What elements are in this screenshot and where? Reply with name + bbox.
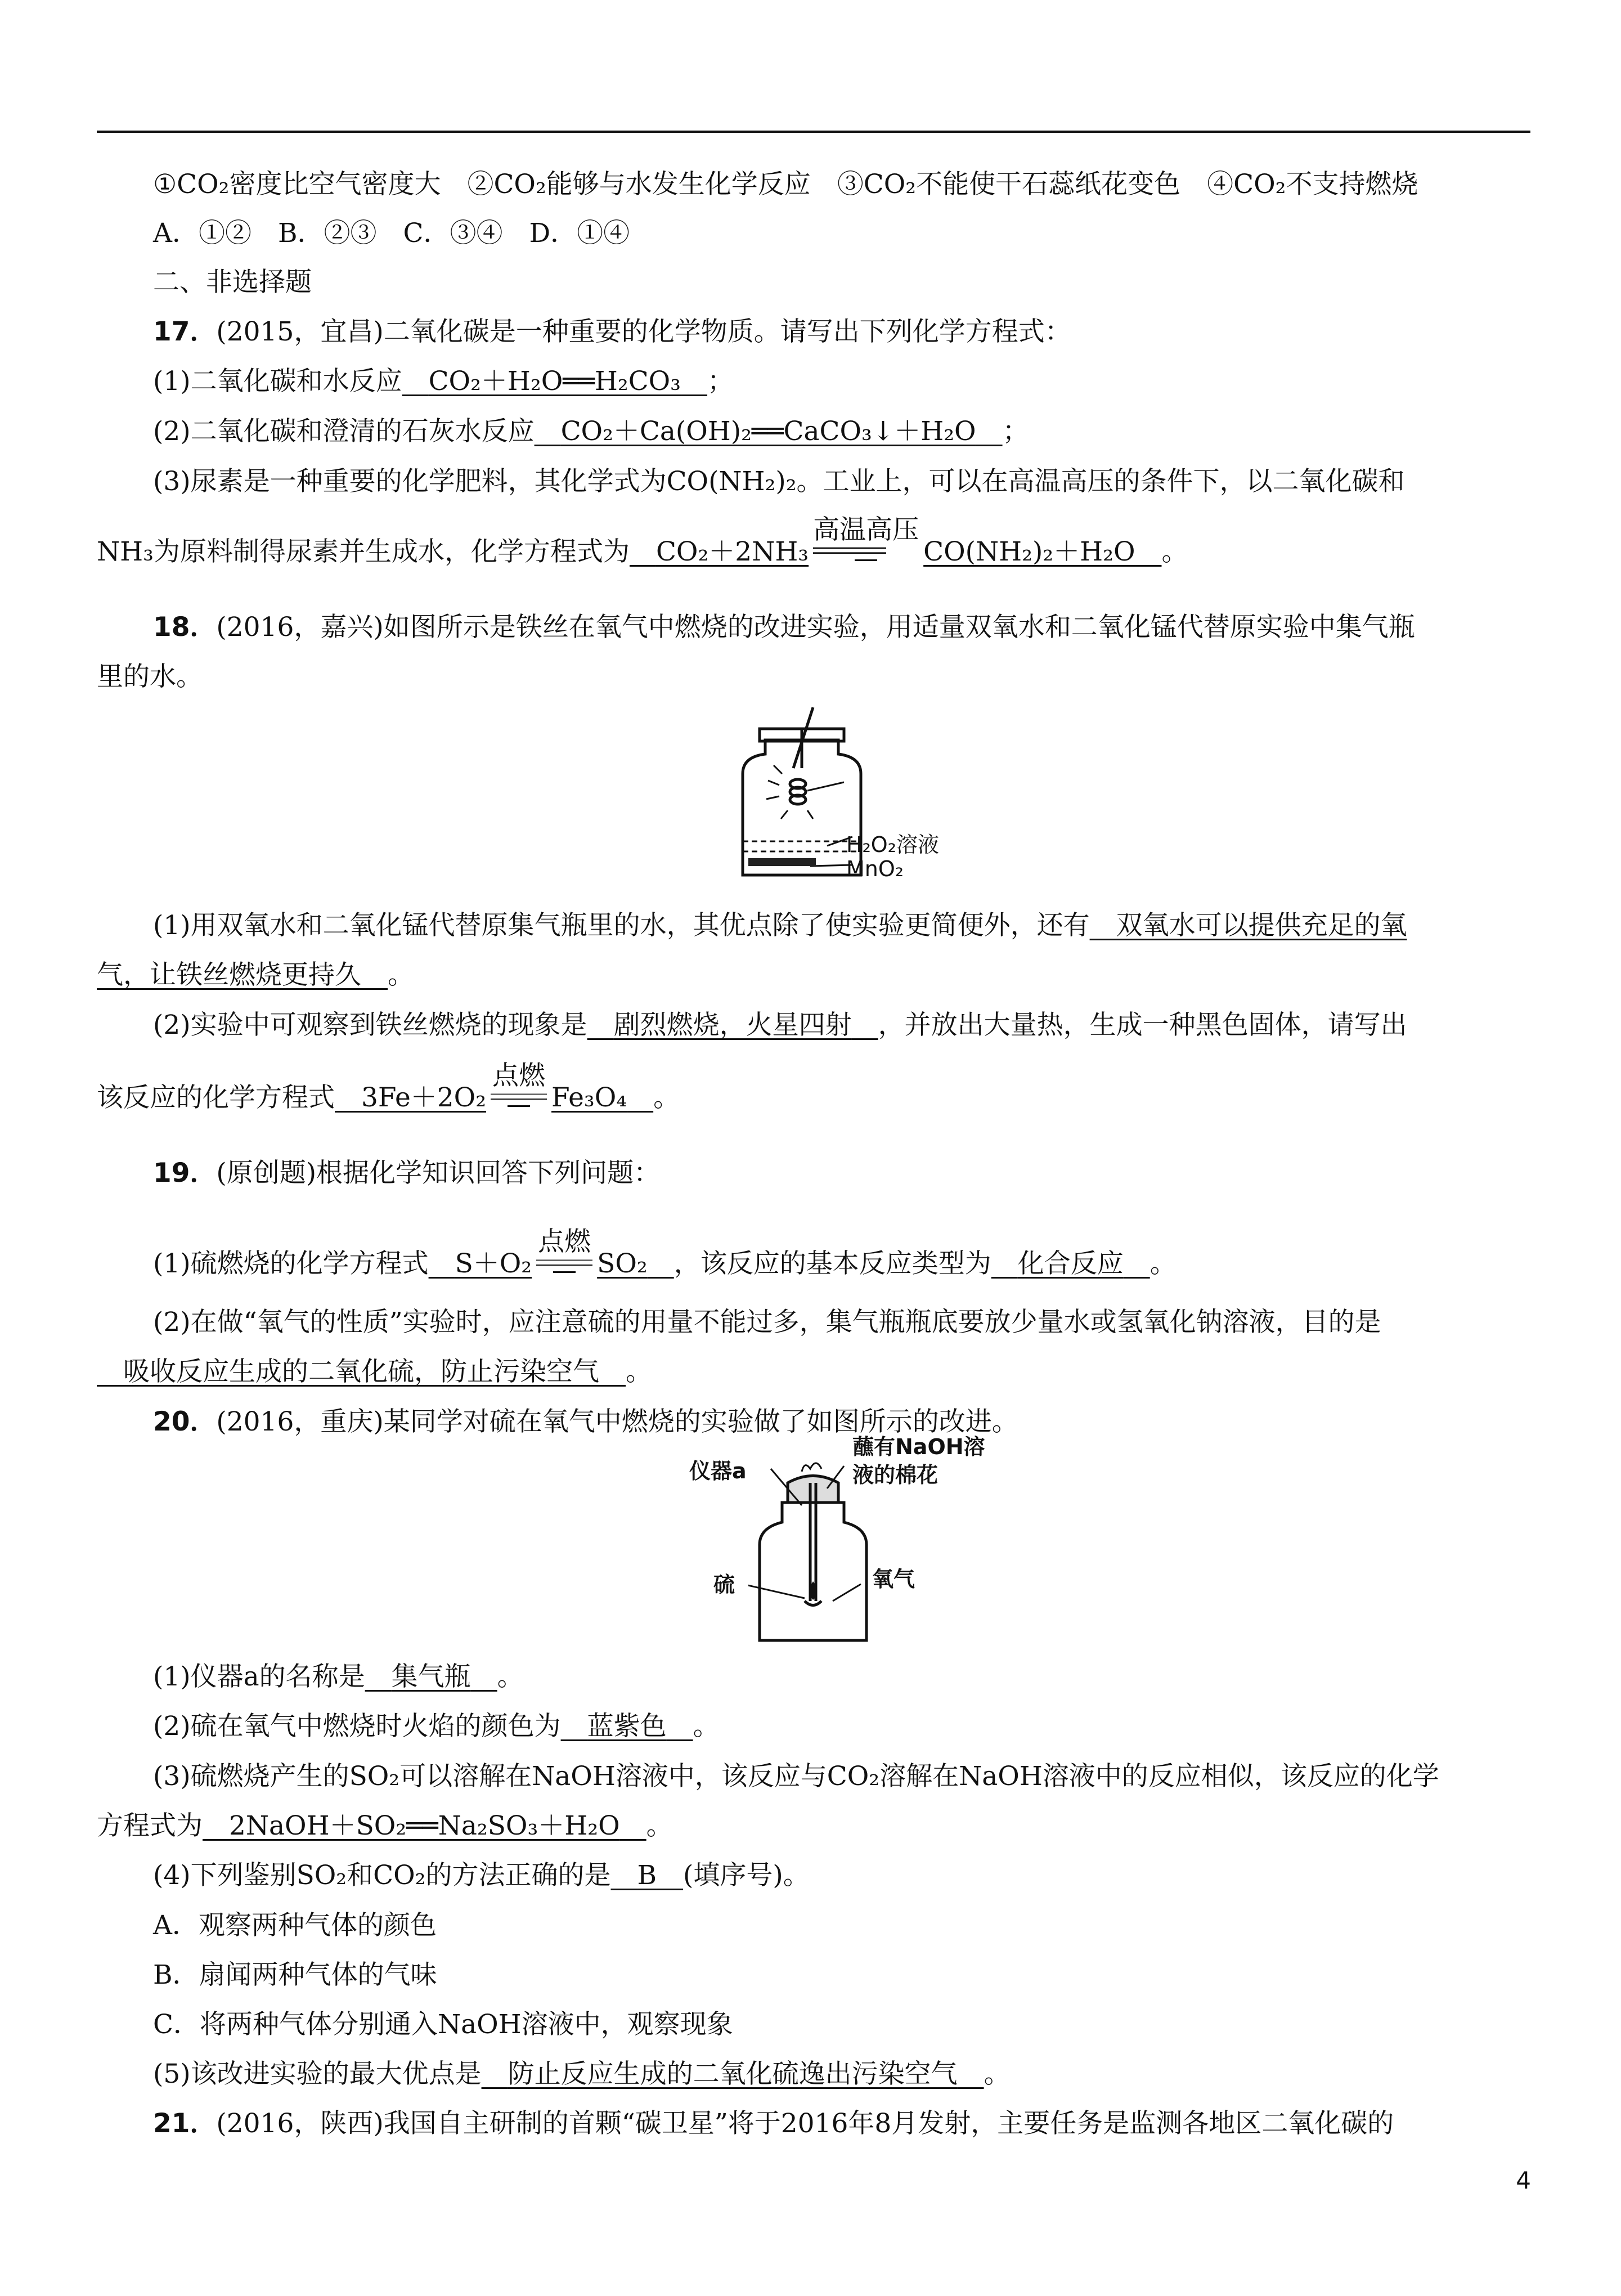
- q20-stem: 20．(2016，重庆)某同学对硫在氧气中燃烧的实验做了如图所示的改进。: [153, 1406, 1018, 1437]
- section-title: 二、非选择题: [153, 267, 312, 298]
- q18-part1-line2: 气，让铁丝燃烧更持久 。: [97, 959, 414, 990]
- q19-stem: 19．(原创题)根据化学知识回答下列问题：: [153, 1158, 661, 1189]
- reaction-condition: 点燃: [491, 1061, 547, 1107]
- q20-option-c: C．将两种气体分别通入NaOH溶液中，观察现象: [153, 2009, 733, 2040]
- fig2-label-oxygen: 氧气: [872, 1567, 915, 1591]
- q18-part1-line1: (1)用双氧水和二氧化锰代替原集气瓶里的水，其优点除了使实验更简便外，还有 双氧水可以提供充足的氧: [153, 910, 1407, 941]
- q18-stem-1: 18．(2016，嘉兴)如图所示是铁丝在氧气中燃烧的改进实验，用适量双氧水和二氧化锰代替原实验中集气瓶: [153, 612, 1415, 643]
- fig1-label-h2o2: H₂O₂溶液: [846, 832, 939, 857]
- q20-part3-line2: 方程式为 2NaOH＋SO₂══Na₂SO₃＋H₂O 。: [97, 1810, 673, 1841]
- fig2-label-cotton-1: 蘸有NaOH溶: [852, 1434, 985, 1459]
- fig1-label-mno2: MnO₂: [846, 856, 904, 881]
- q20-part5: (5)该改进实验的最大优点是 防止反应生成的二氧化硫逸出污染空气 。: [153, 2059, 1011, 2089]
- q20-part2: (2)硫在氧气中燃烧时火焰的颜色为 蓝紫色 。: [153, 1711, 720, 1742]
- q20-part4: (4)下列鉴别SO₂和CO₂的方法正确的是 B (填序号)。: [153, 1860, 810, 1891]
- q18-part2-line1: (2)实验中可观察到铁丝燃烧的现象是 剧烈燃烧，火星四射 ，并放出大量热，生成一种黑色固体，请写出: [153, 1010, 1407, 1041]
- fig2-label-cotton-2: 液的棉花: [852, 1463, 939, 1487]
- q20-option-b: B．扇闻两种气体的气味: [153, 1959, 437, 1990]
- fig2-label-instrument-a: 仪器a: [689, 1459, 747, 1483]
- fig2-label-sulfur: 硫: [713, 1572, 735, 1597]
- page-number: 4: [1516, 2167, 1531, 2194]
- reaction-condition: 高温高压: [813, 515, 919, 561]
- q17-part2: (2)二氧化碳和澄清的石灰水反应 CO₂＋Ca(OH)₂══CaCO₃↓＋H₂O ；: [153, 416, 1029, 447]
- q20-part1: (1)仪器a的名称是 集气瓶 。: [153, 1661, 524, 1692]
- q19-part2-line2: 吸收反应生成的二氧化硫，防止污染空气 。: [123, 1356, 652, 1387]
- q17-stem: 17．(2015，宜昌)二氧化碳是一种重要的化学物质。请写出下列化学方程式：: [153, 316, 1071, 347]
- q19-part2-line1: (2)在做“氧气的性质”实验时，应注意硫的用量不能过多，集气瓶瓶底要放少量水或氢氧化钠溶液，目的是: [153, 1307, 1381, 1338]
- q18-stem-2: 里的水。: [97, 661, 203, 692]
- q20-option-a: A．观察两种气体的颜色: [153, 1910, 437, 1941]
- q17-part1: (1)二氧化碳和水反应 CO₂＋H₂O══H₂CO₃ ；: [153, 366, 734, 397]
- q19-part1: (1)硫燃烧的化学方程式 S＋O₂ 点燃 SO₂ ，该反应的基本反应类型为 化合反应 。: [153, 1226, 1177, 1279]
- q20-part3-line1: (3)硫燃烧产生的SO₂可以溶解在NaOH溶液中，该反应与CO₂溶解在NaOH溶液中的反应相似，该反应的化学: [153, 1761, 1439, 1792]
- q17-part3-line1: (3)尿素是一种重要的化学肥料，其化学式为CO(NH₂)₂。工业上，可以在高温高压的条件下，以二氧化碳和: [153, 466, 1405, 497]
- q17-answer-2: CO₂＋Ca(OH)₂══CaCO₃↓＋H₂O: [560, 416, 976, 447]
- header-rule: [97, 131, 1530, 133]
- q16-statements: ①CO₂密度比空气密度大 ②CO₂能够与水发生化学反应 ③CO₂不能使干石蕊纸花变色 ④CO₂不支持燃烧: [153, 169, 1418, 200]
- q17-answer-1: CO₂＋H₂O══H₂CO₃: [428, 366, 681, 397]
- q21-stem: 21．(2016，陕西)我国自主研制的首颗“碳卫星”将于2016年8月发射，主要任务是监测各地区二氧化碳的: [153, 2108, 1394, 2139]
- reaction-condition: 点燃: [536, 1227, 592, 1273]
- q17-part3-line2: NH₃为原料制得尿素并生成水，化学方程式为 CO₂＋2NH₃ 高温高压 CO(NH₂)₂＋H₂O 。: [97, 514, 1188, 567]
- q16-options: A．①② B．②③ C．③④ D．①④: [153, 218, 630, 249]
- q18-part2-line2: 该反应的化学方程式 3Fe＋2O₂ 点燃 Fe₃O₄ 。: [97, 1060, 680, 1113]
